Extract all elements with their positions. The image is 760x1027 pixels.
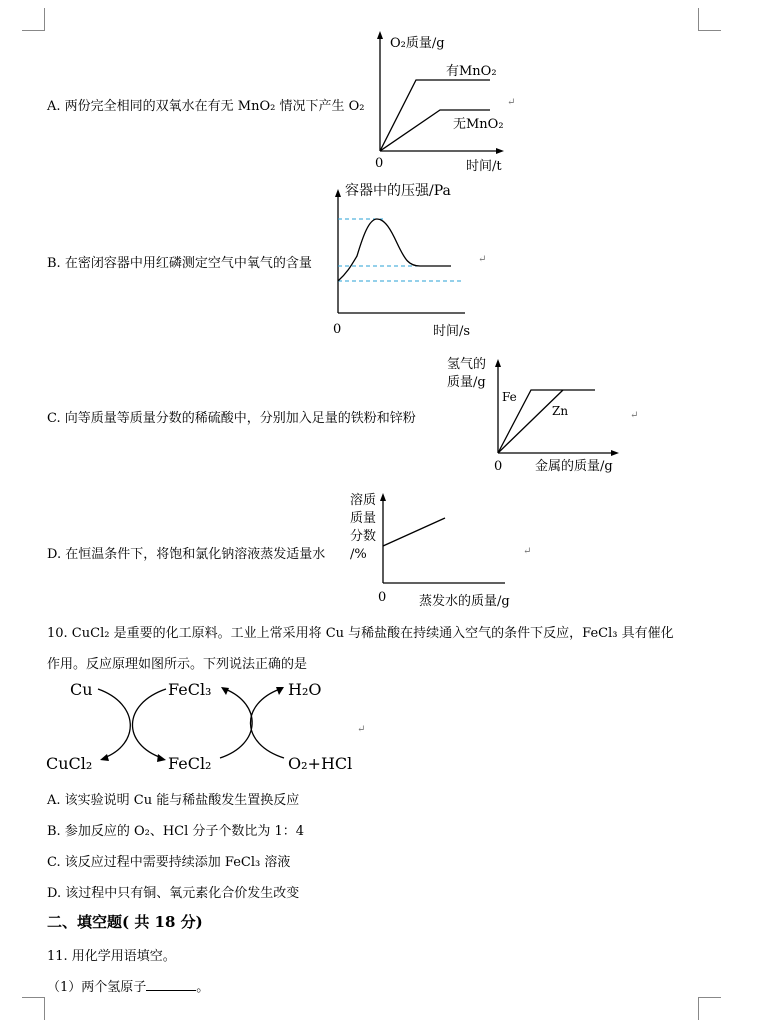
graph-c-ylabel-line2: 质量/g [447, 375, 486, 390]
return-mark: ↵ [630, 410, 639, 421]
graph-b-xlabel: 时间/s [433, 324, 471, 338]
graph-a-xlabel: 时间/t [466, 159, 502, 174]
graph-c-ylabel-line1: 氢气的 [447, 357, 487, 372]
return-mark: ↵ [478, 254, 487, 265]
option-b-text: B. 在密闭容器中用红磷测定空气中氧气的含量 [47, 256, 312, 271]
return-mark: ↵ [507, 97, 516, 108]
graph-b-origin: 0 [333, 322, 342, 337]
diagram-cu: Cu [70, 680, 93, 699]
graph-a-origin: 0 [375, 156, 384, 171]
graph-b-ylabel: 容器中的压强/Pa [345, 183, 451, 199]
graph-d-xlabel: 蒸发水的质量/g [419, 594, 510, 609]
graph-c-zn-label: Zn [552, 404, 569, 418]
q10-option-d: D. 该过程中只有铜、氧元素化合价发生改变 [47, 886, 300, 901]
graph-d-ylabel-line4: /% [350, 547, 367, 562]
section-heading: 二、填空题( 共 18 分) [47, 913, 203, 931]
option-d-text: D. 在恒温条件下，将饱和氯化钠溶液蒸发适量水 [47, 547, 326, 562]
q10-line1: 10. CuCl₂ 是重要的化工原料。工业上常采用将 Cu 与稀盐酸在持续通入空气的条件下反应，FeCl₃ 具有催化 [47, 626, 674, 641]
graph-d [345, 488, 535, 613]
answer-blank[interactable] [146, 978, 196, 991]
graph-b [325, 178, 495, 338]
graph-d-origin: 0 [378, 590, 387, 605]
option-c-text: C. 向等质量等质量分数的稀硫酸中，分别加入足量的铁粉和锌粉 [47, 411, 416, 426]
diagram-cucl2: CuCl₂ [46, 754, 93, 773]
graph-a [360, 28, 520, 178]
corner-mark-bottom-right [698, 997, 721, 1020]
diagram-fecl2: FeCl₂ [168, 754, 212, 773]
diagram-h2o: H₂O [288, 680, 322, 699]
q10-line2: 作用。反应原理如图所示。下列说法正确的是 [47, 657, 308, 672]
corner-mark-top-left [22, 8, 45, 31]
corner-mark-bottom-left [22, 997, 45, 1020]
q10-option-b: B. 参加反应的 O₂、HCl 分子个数比为 1：4 [47, 824, 305, 839]
q10-option-a: A. 该实验说明 Cu 能与稀盐酸发生置换反应 [47, 793, 300, 808]
graph-a-ylabel: O₂质量/g [390, 36, 445, 51]
q10-option-c: C. 该反应过程中需要持续添加 FeCl₃ 溶液 [47, 855, 291, 870]
reaction-diagram [40, 676, 370, 781]
q11-sub1-prefix: （1）两个氢原子 [47, 980, 147, 995]
graph-c-xlabel: 金属的质量/g [535, 459, 613, 474]
diagram-o2-hcl: O₂+HCl [288, 754, 353, 773]
graph-a-line1-label: 有MnO₂ [446, 64, 497, 79]
return-mark: ↵ [523, 546, 532, 557]
corner-mark-top-right [698, 8, 721, 31]
option-a-text: A. 两份完全相同的双氧水在有无 MnO₂ 情况下产生 O₂ [47, 99, 365, 114]
q11-sub1-suffix: 。 [196, 980, 210, 995]
graph-d-ylabel-line1: 溶质 [350, 493, 377, 508]
graph-d-ylabel-line3: 分数 [350, 529, 377, 544]
diagram-fecl3: FeCl₃ [168, 680, 212, 699]
graph-a-line2-label: 无MnO₂ [453, 117, 504, 132]
q11-title: 11. 用化学用语填空。 [47, 949, 176, 964]
return-mark: ↵ [357, 724, 366, 735]
graph-d-ylabel-line2: 质量 [350, 511, 377, 526]
graph-c [445, 350, 630, 475]
graph-c-fe-label: Fe [502, 390, 517, 404]
graph-c-origin: 0 [494, 459, 503, 474]
q11-sub1 [47, 976, 209, 995]
